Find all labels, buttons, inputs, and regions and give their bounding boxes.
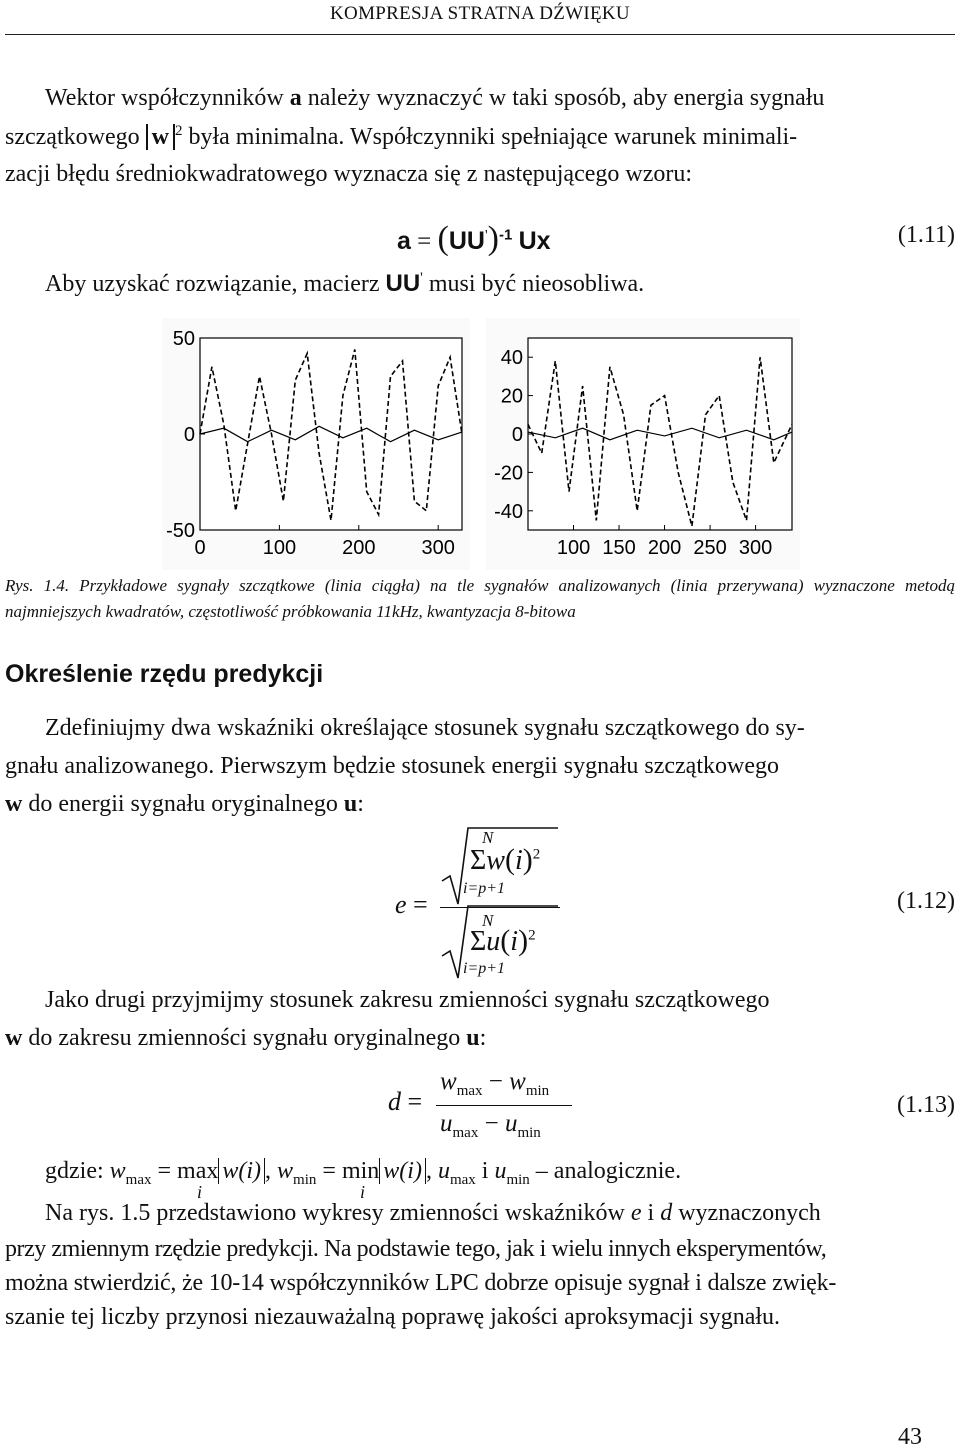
sub: min: [517, 1125, 541, 1141]
eq-sign: =: [322, 1158, 336, 1184]
text: wyznaczonych: [672, 1200, 821, 1226]
text: do zakresu zmienności sygnału oryginalnego: [22, 1025, 467, 1051]
x-tick-label: 100: [556, 537, 591, 559]
equation-1-13-lhs: [388, 1087, 422, 1117]
figure-caption: Rys. 1.4. Przykładowe sygnały szczątkowe (linia ciągła) na tle sygnałów analizowanych (linia przerywana) wyznaczone metodą najmniejszych kwadratów, częstotliwość próbkowania 11kHz, kwantyzacja 8-bitowa: [5, 576, 955, 621]
fraction-bar: [440, 907, 560, 908]
w: w: [277, 1158, 294, 1184]
op: min: [341, 1158, 380, 1184]
vector-w: w: [5, 791, 23, 817]
func-u: u: [486, 926, 501, 957]
sum-num-lower: i=p+1: [463, 880, 506, 897]
para3-line1: Jako drugi przyjmijmy stosunek zakresu zmienności sygnału szczątkowego: [45, 987, 770, 1013]
equation-number-1-13: (1.13): [897, 1092, 955, 1118]
comma: ,: [425, 1158, 438, 1184]
op-index: i: [197, 1182, 203, 1202]
section-heading: Określenie rzędu predykcji: [5, 660, 324, 688]
y-tick-label: 0: [511, 424, 523, 446]
para1-line3: zacji błędu średniokwadratowego wyznacza się z następującego wzoru:: [5, 161, 693, 187]
para2-line1: Zdefiniujmy dwa wskaźniki określające stosunek sygnału szczątkowego do sy-: [45, 715, 805, 741]
x-tick-label: 300: [738, 537, 773, 559]
y-tick-label: -50: [166, 520, 195, 542]
sum-symbol: Σ: [470, 926, 487, 957]
text: :: [357, 791, 364, 817]
vector-w: w: [151, 124, 169, 150]
text: Na rys. 1.5 przedstawiono wykresy zmienności wskaźników: [45, 1200, 631, 1226]
d: d: [660, 1200, 673, 1226]
u: u: [494, 1158, 507, 1184]
para4-line3: można stwierdzić, że 10-14 współczynników LPC dobrze opisuje sygnał i dalsze zwięk-: [5, 1270, 837, 1296]
prime: ': [420, 270, 423, 286]
chart-right: [486, 318, 800, 570]
minus: −: [484, 1110, 499, 1137]
para1-line1: [45, 85, 824, 112]
text: i: [641, 1200, 661, 1226]
eq113-numerator: [440, 1068, 549, 1100]
and: i: [481, 1158, 489, 1184]
y-tick-label: 50: [172, 328, 195, 350]
exponent: 2: [532, 846, 541, 863]
para2-line3: [5, 791, 364, 818]
upper-limit: N: [482, 828, 494, 847]
sum-den-lower: i=p+1: [463, 960, 506, 977]
sub: min: [506, 1171, 530, 1188]
w-min: w: [509, 1068, 526, 1095]
sub: max: [449, 1171, 476, 1188]
arg: i: [514, 845, 523, 876]
sub: min: [525, 1083, 550, 1099]
norm-w: [146, 124, 175, 150]
eq-lhs: e: [395, 890, 407, 919]
exponent: 2: [528, 927, 536, 944]
eq-ux: Ux: [518, 227, 551, 255]
abs-arg: w(i): [222, 1158, 262, 1184]
para4-line2: przy zmiennym rzędzie predykcji. Na podstawie tego, jak i wielu innych eksperymentów,: [5, 1236, 827, 1262]
u-min: u: [504, 1110, 518, 1137]
sub: max: [456, 1083, 483, 1099]
e: e: [630, 1200, 642, 1226]
x-tick-label: 0: [194, 537, 206, 559]
text: należy wyznaczyć w taki sposób, aby energia sygnału: [301, 85, 825, 111]
paren-close: ): [487, 220, 499, 257]
eq-uu: UU: [448, 227, 485, 255]
eq-sign: =: [407, 1087, 423, 1116]
eq-sign: =: [157, 1158, 172, 1184]
min-operator: [341, 1158, 380, 1202]
para1-line2: [5, 123, 797, 151]
x-tick-label: 150: [602, 537, 636, 559]
sub: min: [293, 1171, 317, 1188]
superscript: 2: [174, 123, 183, 139]
vector-u: u: [343, 791, 358, 817]
w-max: w: [440, 1068, 457, 1095]
eq-lhs: a: [397, 227, 411, 255]
comma: ,: [265, 1158, 278, 1184]
y-tick-label: -40: [494, 500, 523, 523]
minus: −: [488, 1068, 503, 1095]
u-max: u: [440, 1110, 453, 1137]
fraction-bar-1-13: [436, 1105, 572, 1106]
text: musi być nieosobliwa.: [422, 271, 645, 297]
vector-u: u: [466, 1025, 480, 1051]
y-tick-label: -20: [494, 462, 523, 485]
op-index: i: [359, 1182, 365, 1202]
para1b-line: [45, 270, 644, 298]
abs-value: [379, 1158, 426, 1184]
para3-line2: [5, 1025, 486, 1052]
w: w: [109, 1158, 126, 1184]
vector-a: a: [289, 85, 302, 111]
para4-line4: szanie tej liczby przynosi niezauważalną poprawę jakości aproksymacji sygnału.: [5, 1304, 781, 1330]
text: gdzie:: [45, 1158, 110, 1184]
eq-sign: =: [417, 228, 432, 255]
where-line: [45, 1158, 682, 1202]
text: do energii sygnału oryginalnego: [22, 791, 344, 817]
eq-sign: =: [413, 890, 428, 919]
dash: –: [535, 1158, 548, 1184]
text: analogicznie.: [553, 1158, 682, 1184]
para2-line2: gnału analizowanego. Pierwszym będzie stosunek energii sygnału szczątkowego: [5, 753, 779, 779]
u: u: [437, 1158, 450, 1184]
op: max: [177, 1158, 219, 1184]
text: Wektor współczynników: [45, 85, 290, 111]
sum-num: $\Sigma w(i)^2$: [470, 843, 541, 876]
y-tick-label: 40: [500, 347, 523, 370]
eq-lhs: d: [388, 1087, 401, 1116]
equation-number-1-12: (1.12): [897, 888, 955, 914]
sum-symbol: Σ: [470, 845, 487, 876]
arg: i: [510, 926, 519, 957]
text: szczątkowego: [5, 124, 146, 150]
chart-left: [162, 318, 470, 570]
eq113-denominator: [440, 1110, 541, 1142]
x-tick-label: 200: [342, 537, 376, 559]
upper-limit: N: [482, 911, 494, 930]
max-operator: [177, 1158, 219, 1202]
paren-open: (: [437, 220, 449, 257]
sub: max: [125, 1171, 152, 1188]
header-rule: [5, 34, 955, 35]
x-tick-label: 200: [647, 537, 682, 559]
prime: ': [484, 227, 488, 244]
page-number: 43: [898, 1424, 922, 1450]
x-tick-label: 300: [421, 537, 455, 559]
sub: max: [452, 1125, 479, 1141]
y-tick-label: 20: [500, 385, 523, 408]
para4-line1: [45, 1200, 821, 1227]
abs-arg: w(i): [383, 1158, 422, 1184]
func-w: w: [486, 845, 505, 876]
x-tick-label: 250: [693, 537, 727, 559]
matrix-uu: UU: [385, 270, 421, 297]
sum-den: $\Sigma u(i)^2$: [470, 924, 536, 957]
y-tick-label: 0: [183, 424, 195, 446]
running-header: KOMPRESJA STRATNA DŹWIĘKU: [330, 3, 630, 24]
text: Aby uzyskać rozwiązanie, macierz: [45, 271, 386, 297]
text: była minimalna. Współczynniki spełniające warunek minimali-: [182, 124, 798, 150]
equation-1-11: [397, 220, 551, 258]
x-tick-label: 100: [262, 537, 297, 559]
exponent: -1: [498, 226, 513, 244]
text: :: [479, 1025, 487, 1051]
equation-1-12-lhs: [395, 890, 428, 920]
abs-value: [218, 1158, 265, 1184]
equation-number-1-11: (1.11): [897, 222, 955, 248]
vector-w: w: [5, 1025, 23, 1051]
